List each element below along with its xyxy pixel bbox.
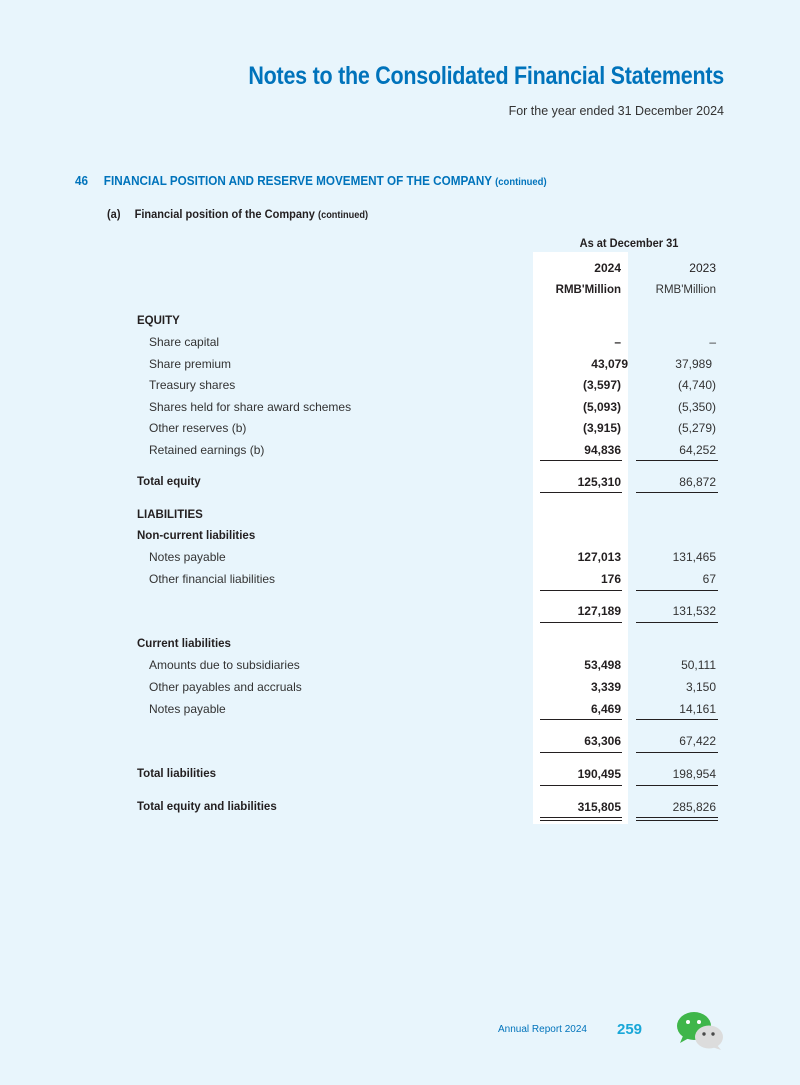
- value-2024: (3,915): [582, 421, 621, 435]
- value-2023: 14,161: [679, 702, 716, 716]
- row-label: Other reserves (b): [149, 421, 247, 435]
- total-rule: [540, 752, 622, 753]
- value-2023: 50,111: [681, 658, 716, 672]
- value-2024: (3,597): [582, 378, 621, 392]
- noncurrent-heading: Non-current liabilities: [137, 530, 256, 542]
- value-2023: 131,465: [672, 550, 716, 564]
- total-rule: [540, 785, 622, 786]
- subtotal-rule: [540, 590, 622, 591]
- double-rule-bottom: [540, 820, 622, 821]
- value-2023: 3,150: [685, 680, 716, 694]
- value-2024: 315,805: [577, 800, 621, 814]
- total-equity-row: [0, 474, 800, 490]
- row-label: Total equity: [137, 476, 201, 488]
- value-2024: 94,836: [584, 443, 621, 457]
- value-2024: 176: [600, 572, 621, 586]
- year-2024-header: 2024: [594, 261, 621, 275]
- total-rule: [636, 785, 718, 786]
- value-2024: 127,013: [577, 550, 621, 564]
- double-rule-top: [636, 817, 718, 818]
- subtotal-rule: [540, 460, 622, 461]
- total-rule: [636, 492, 718, 493]
- noncurrent-heading-row: [0, 528, 800, 544]
- value-2023: (5,350): [677, 400, 716, 414]
- unit-header-row: [0, 282, 800, 298]
- double-rule-bottom: [636, 820, 718, 821]
- row-label: Shares held for share award schemes: [149, 400, 352, 414]
- section-continued: (continued): [495, 176, 547, 188]
- liabilities-heading-row: [0, 507, 800, 523]
- row-label: Total liabilities: [137, 768, 217, 780]
- subtotal-rule: [540, 719, 622, 720]
- row-label: Other financial liabilities: [149, 572, 276, 586]
- table-row: [0, 334, 800, 350]
- row-label: Notes payable: [149, 702, 226, 716]
- total-rule: [540, 622, 622, 623]
- table-row: [0, 442, 800, 458]
- table-row: [0, 377, 800, 393]
- noncurrent-total-row: [0, 603, 800, 619]
- subtotal-rule: [636, 590, 718, 591]
- equity-heading: EQUITY: [137, 315, 180, 327]
- table-row: [0, 356, 800, 372]
- table-row: [0, 657, 800, 673]
- subsection-label: (a): [107, 207, 121, 221]
- value-2023: 67: [702, 572, 716, 586]
- total-equity-liabilities-row: [0, 799, 800, 815]
- value-2023: 64,252: [679, 443, 716, 457]
- value-2023: (5,279): [677, 421, 716, 435]
- page-number: 259: [617, 1021, 643, 1038]
- subsection-heading: [107, 207, 368, 221]
- total-liabilities-row: [0, 766, 800, 782]
- value-2023: 285,826: [672, 800, 716, 814]
- subtotal-rule: [636, 460, 718, 461]
- value-2024: 3,339: [590, 680, 621, 694]
- section-title: FINANCIAL POSITION AND RESERVE MOVEMENT OF THE COMPANY: [103, 173, 492, 188]
- table-row: [0, 571, 800, 587]
- total-rule: [636, 622, 718, 623]
- wechat-logo-icon: [675, 1010, 725, 1052]
- value-2024: –: [614, 335, 621, 349]
- value-2024: 63,306: [584, 734, 621, 748]
- current-heading: Current liabilities: [137, 638, 231, 650]
- unit-2024-header: RMB'Million: [555, 284, 621, 296]
- value-2023: –: [709, 335, 716, 349]
- value-2023: 67,422: [679, 734, 716, 748]
- value-2024: 190,495: [577, 767, 621, 781]
- row-label: Retained earnings (b): [149, 443, 265, 457]
- table-row: [0, 399, 800, 415]
- row-label: Share premium: [149, 357, 232, 371]
- value-2023: (4,740): [677, 378, 716, 392]
- value-2024: 43,079: [591, 357, 628, 371]
- liabilities-heading: LIABILITIES: [137, 509, 203, 521]
- row-label: Notes payable: [149, 550, 226, 564]
- value-2023: 198,954: [672, 767, 716, 781]
- value-2023: 37,989: [675, 357, 712, 371]
- table-row: [0, 549, 800, 565]
- subtotal-rule: [636, 719, 718, 720]
- value-2024: 127,189: [577, 604, 621, 618]
- row-label: Other payables and accruals: [149, 680, 302, 694]
- row-label: Treasury shares: [149, 378, 236, 392]
- current-heading-row: [0, 636, 800, 652]
- table-row: [0, 420, 800, 436]
- total-rule: [540, 492, 622, 493]
- value-2024: 125,310: [577, 475, 621, 489]
- section-heading: [75, 173, 547, 188]
- row-label: Amounts due to subsidiaries: [149, 658, 300, 672]
- report-label: Annual Report 2024: [498, 1024, 587, 1035]
- as-at-heading: As at December 31: [579, 236, 679, 250]
- total-rule: [636, 752, 718, 753]
- page-subtitle: For the year ended 31 December 2024: [508, 104, 724, 118]
- subsection-continued: (continued): [318, 210, 369, 221]
- current-total-row: [0, 733, 800, 749]
- year-2023-header: 2023: [689, 261, 716, 275]
- value-2024: 6,469: [590, 702, 621, 716]
- table-row: [0, 679, 800, 695]
- value-2024: (5,093): [582, 400, 621, 414]
- value-2023: 131,532: [672, 604, 716, 618]
- subsection-title: Financial position of the Company: [134, 207, 315, 221]
- unit-2023-header: RMB'Million: [655, 284, 716, 296]
- value-2023: 86,872: [679, 475, 716, 489]
- equity-heading-row: [0, 313, 800, 329]
- row-label: Share capital: [149, 335, 220, 349]
- value-2024: 53,498: [584, 658, 621, 672]
- year-header-row: [0, 260, 800, 276]
- page-title: Notes to the Consolidated Financial Statements: [248, 62, 724, 90]
- double-rule-top: [540, 817, 622, 818]
- table-row: [0, 701, 800, 717]
- section-number: 46: [75, 173, 89, 188]
- row-label: Total equity and liabilities: [137, 801, 277, 813]
